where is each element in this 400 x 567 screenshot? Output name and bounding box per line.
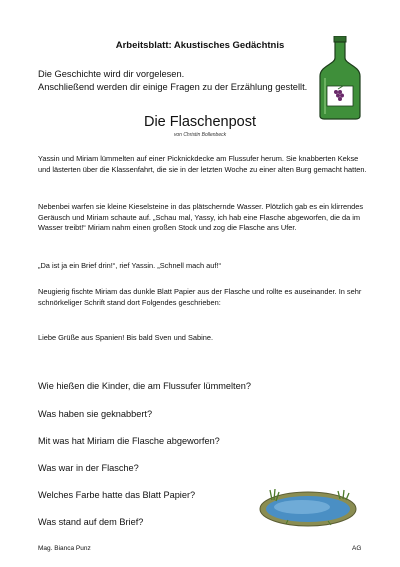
intro-line-1: Die Geschichte wird dir vorgelesen.: [38, 69, 185, 79]
intro-text: [38, 68, 318, 94]
worksheet-title: Arbeitsblatt: Akustisches Gedächtnis: [115, 40, 285, 51]
question-2: Was haben sie geknabbert?: [38, 409, 153, 419]
question-4: Was war in der Flasche?: [38, 463, 139, 473]
story-paragraph-3: „Da ist ja ein Brief drin!“, rief Yassin. „Schnell mach auf!“: [38, 261, 221, 270]
question-5: Welches Farbe hatte das Blatt Papier?: [38, 490, 196, 500]
question-1: Wie hießen die Kinder, die am Flussufer lümmelten?: [38, 381, 251, 391]
bottle-icon: [318, 36, 362, 125]
story-paragraph-2: Nebenbei warfen sie kleine Kieselsteine in das plätschernde Wasser. Plötzlich gab es ein klirrendes Geräusch und Miriam schaute auf. „Schau mal, Yassy, ich hab eine Flasche abgeworfen, die da im Wasser treibt!“ Miriam nahm einen großen Stock und zog die Flasche ans Ufer.: [38, 202, 364, 232]
question-6: Was stand auf dem Brief?: [38, 517, 144, 527]
story-letter-text: Liebe Grüße aus Spanien! Bis bald Sven und Sabine.: [38, 333, 214, 342]
story-paragraph-4: Neugierig fischte Miriam das dunkle Blatt Papier aus der Flasche und rollte es auseinander. In sehr schnörkeliger Schrift stand dort Folgendes geschrieben:: [38, 287, 362, 307]
story-title: Die Flaschenpost: [143, 114, 257, 130]
pond-icon: [258, 486, 358, 533]
footer-author: Mag. Bianca Punz: [38, 545, 91, 552]
intro-line-2: Anschließend werden dir einige Fragen zu der Erzählung gestellt.: [38, 82, 308, 92]
story-author: von Christin Bollenbeck: [173, 132, 227, 138]
footer-code: AG: [352, 545, 362, 552]
story-paragraph-1: Yassin und Miriam lümmelten auf einer Picknickdecke am Flussufer herum. Sie knabberten Kekse und lästerten über die Klassenfahrt, die sie in der letzten Woche zu einer alten Burg gemacht hatten.: [38, 154, 367, 174]
question-3: Mit was hat Miriam die Flasche abgeworfen?: [38, 436, 220, 446]
bottle-illustration: [318, 36, 362, 120]
pond-illustration: [258, 486, 358, 528]
